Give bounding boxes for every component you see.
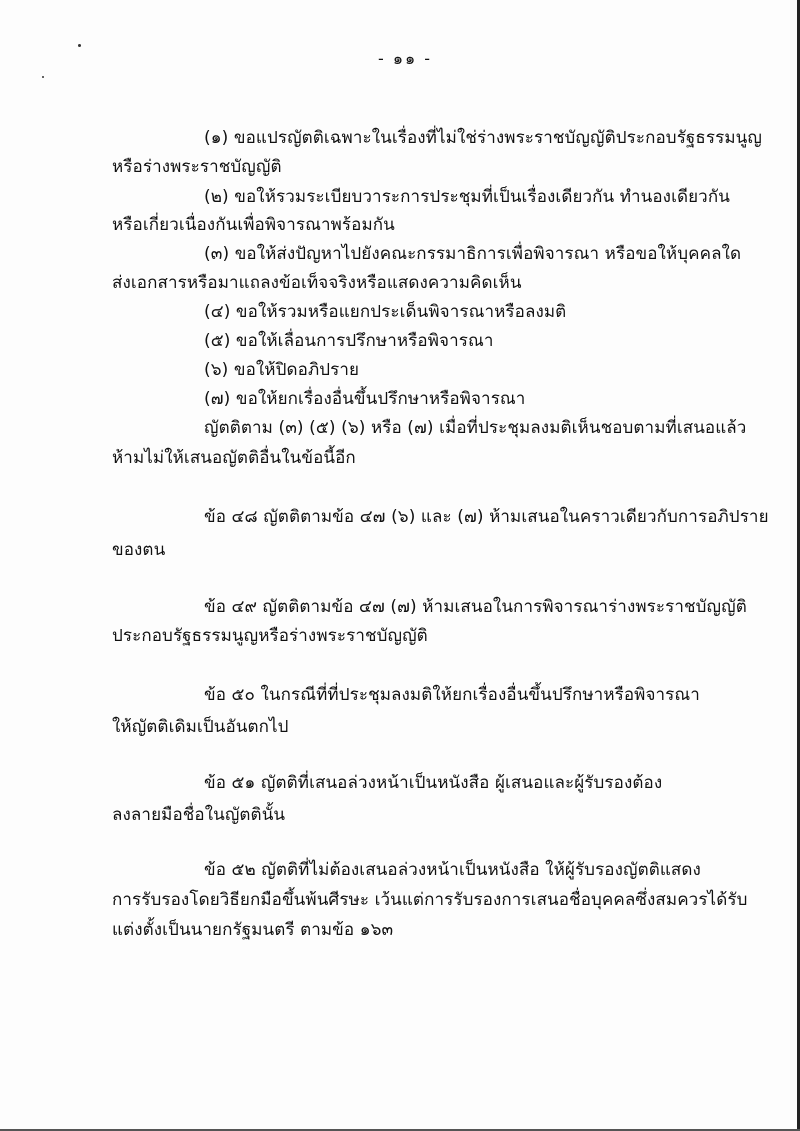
clause-item-3-cont: ส่งเอกสารหรือมาแถลงข้อเท็จจริงหรือแสดงความคิดเห็น xyxy=(112,273,522,293)
article-50: ข้อ ๕๐ ในกรณีที่ที่ประชุมลงมติให้ยกเรื่องอื่นขึ้นปรึกษาหรือพิจารณา xyxy=(204,685,700,705)
article-49: ข้อ ๔๙ ญัตติตามข้อ ๔๗ (๗) ห้ามเสนอในการพิจารณาร่างพระราชบัญญัติ xyxy=(204,597,747,617)
motion-paragraph: ญัตติตาม (๓) (๕) (๖) หรือ (๗) เมื่อที่ประชุมลงมติเห็นชอบตามที่เสนอแล้ว xyxy=(204,418,747,438)
clause-item-5: (๕) ขอให้เลื่อนการปรึกษาหรือพิจารณา xyxy=(204,331,494,351)
clause-item-2-cont: หรือเกี่ยวเนื่องกันเพื่อพิจารณาพร้อมกัน xyxy=(112,215,395,235)
article-49-cont: ประกอบรัฐธรรมนูญหรือร่างพระราชบัญญัติ xyxy=(112,626,428,646)
article-48-cont: ของตน xyxy=(112,540,166,560)
article-51: ข้อ ๕๑ ญัตติที่เสนอล่วงหน้าเป็นหนังสือ ผู้เสนอและผู้รับรองต้อง xyxy=(204,773,663,793)
article-52-cont: แต่งตั้งเป็นนายกรัฐมนตรี ตามข้อ ๑๖๓ xyxy=(112,920,394,940)
clause-item-2: (๒) ขอให้รวมระเบียบวาระการประชุมที่เป็นเรื่องเดียวกัน ทำนองเดียวกัน xyxy=(204,187,730,207)
article-51-cont: ลงลายมือชื่อในญัตตินั้น xyxy=(112,805,286,825)
scan-speck xyxy=(42,76,44,78)
article-52: ข้อ ๕๒ ญัตติที่ไม่ต้องเสนอล่วงหน้าเป็นหนังสือ ให้ผู้รับรองญัตติแสดง xyxy=(204,860,701,880)
clause-item-3: (๓) ขอให้ส่งปัญหาไปยังคณะกรรมาธิการเพื่อพิจารณา หรือขอให้บุคคลใด xyxy=(204,244,742,264)
clause-item-6: (๖) ขอให้ปิดอภิปราย xyxy=(204,360,360,380)
article-50-cont: ให้ญัตติเดิมเป็นอันตกไป xyxy=(112,717,289,737)
article-48: ข้อ ๔๘ ญัตติตามข้อ ๔๗ (๖) และ (๗) ห้ามเสนอในคราวเดียวกับการอภิปราย xyxy=(204,507,769,527)
page-number: - ๑๑ - xyxy=(378,49,433,68)
motion-paragraph-cont: ห้ามไม่ให้เสนอญัตติอื่นในข้อนี้อีก xyxy=(112,448,356,468)
article-52-cont: การรับรองโดยวิธียกมือขึ้นพ้นศีรษะ เว้นแต่การรับรองการเสนอชื่อบุคคลซึ่งสมควรได้รับ xyxy=(112,890,748,910)
clause-item-1: (๑) ขอแปรญัตติเฉพาะในเรื่องที่ไม่ใช่ร่างพระราชบัญญัติประกอบรัฐธรรมนูญ xyxy=(204,128,762,148)
clause-item-1-cont: หรือร่างพระราชบัญญัติ xyxy=(112,157,282,177)
clause-item-4: (๔) ขอให้รวมหรือแยกประเด็นพิจารณาหรือลงมติ xyxy=(204,302,567,322)
scan-speck xyxy=(78,44,81,47)
clause-item-7: (๗) ขอให้ยกเรื่องอื่นขึ้นปรึกษาหรือพิจารณา xyxy=(204,389,526,409)
